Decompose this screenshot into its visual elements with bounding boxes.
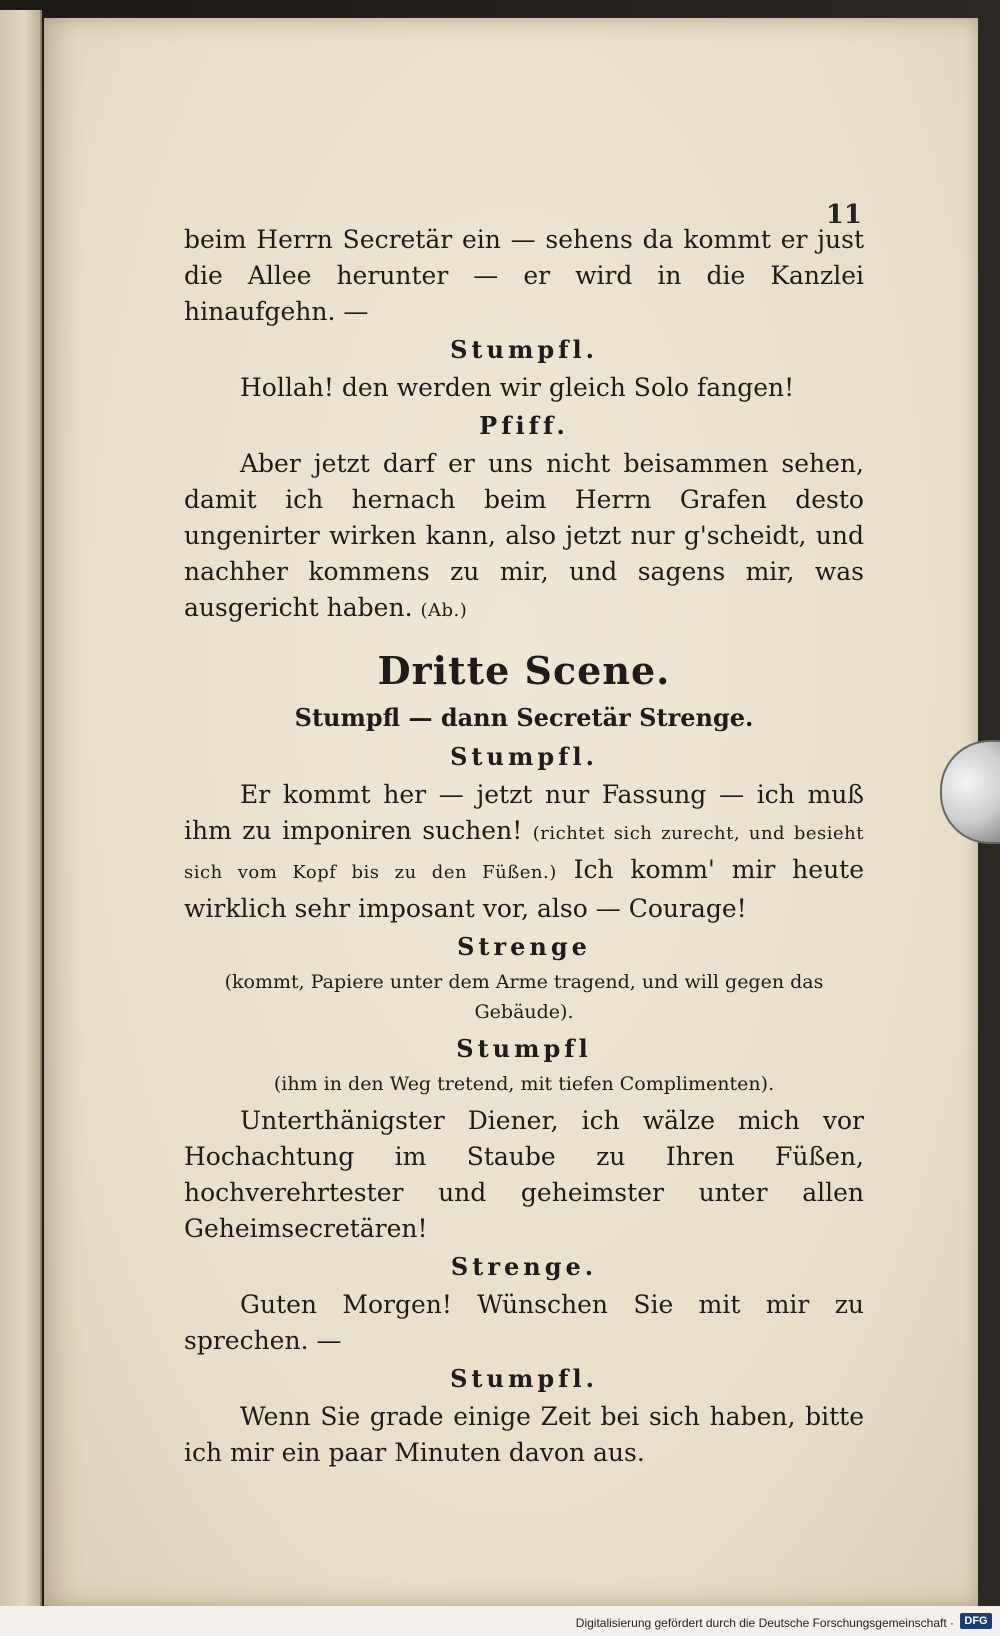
paragraph-text: Aber jetzt darf er uns nicht beisammen sehen, damit ich hernach beim Herrn Grafen desto ungenirter wirken kann, also jetzt nur g'scheidt, und nachher kommens zu mir, und sagens mir, was ausgericht haben. [184, 449, 864, 622]
speaker-strenge: Strenge. [450, 1252, 598, 1281]
speaker-pfiff: Pfiff. [479, 411, 569, 440]
paragraph [184, 777, 864, 927]
stage-direction: (ihm in den Weg tretend, mit tiefen Complimenten). [273, 1073, 775, 1095]
speaker-stumpfl: Stumpfl. [450, 742, 598, 771]
speaker-stumpfl: Stumpfl. [450, 1364, 598, 1393]
paragraph: Wenn Sie grade einige Zeit bei sich haben, bitte ich mir ein paar Minuten davon aus. [184, 1402, 864, 1467]
paragraph: Hollah! den werden wir gleich Solo fangen! [240, 373, 795, 402]
stage-direction: (kommt, Papiere unter dem Arme tragend, und will gegen das Gebäude). [224, 971, 824, 1023]
speaker-strenge: Strenge [457, 932, 591, 961]
dfg-logo: DFG [960, 1613, 992, 1629]
stage-direction: (Ab.) [420, 600, 468, 621]
speaker-stumpfl: Stumpfl [456, 1034, 592, 1063]
paragraph: Unterthänigster Diener, ich wälze mich vor Hochachtung im Staube zu Ihren Füßen, hochverehrtester und geheimster unter allen Geheimsecretären! [184, 1106, 864, 1243]
page-text [184, 222, 864, 1471]
speaker-stumpfl: Stumpfl. [450, 335, 598, 364]
page-number: 11 [825, 200, 862, 230]
cast-line: Stumpfl — dann Secretär Strenge. [294, 703, 754, 732]
stage-direction: (richtet sich zurecht, und besieht sich vom Kopf bis zu den Füßen.) [184, 823, 864, 883]
paragraph [184, 446, 864, 629]
previous-page-edge [0, 10, 42, 1610]
footer-bar [0, 1606, 1000, 1636]
paragraph-text: Ich komm' mir heute wirklich sehr imposant vor, also — Courage! [184, 855, 865, 923]
footer-credit: Digitalisierung gefördert durch die Deutsche Forschungsgemeinschaft · [575, 1616, 954, 1630]
paragraph: Guten Morgen! Wünschen Sie mit mir zu sprechen. — [184, 1290, 864, 1355]
paragraph-text: Er kommt her — jetzt nur Fassung — ich muß ihm zu imponiren suchen! [184, 780, 864, 845]
paragraph-continuation: beim Herrn Secretär ein — sehens da kommt er just die Allee herunter — er wird in die Kanzlei hinaufgehn. — [184, 225, 864, 326]
scene-heading: Dritte Scene. [377, 648, 671, 693]
